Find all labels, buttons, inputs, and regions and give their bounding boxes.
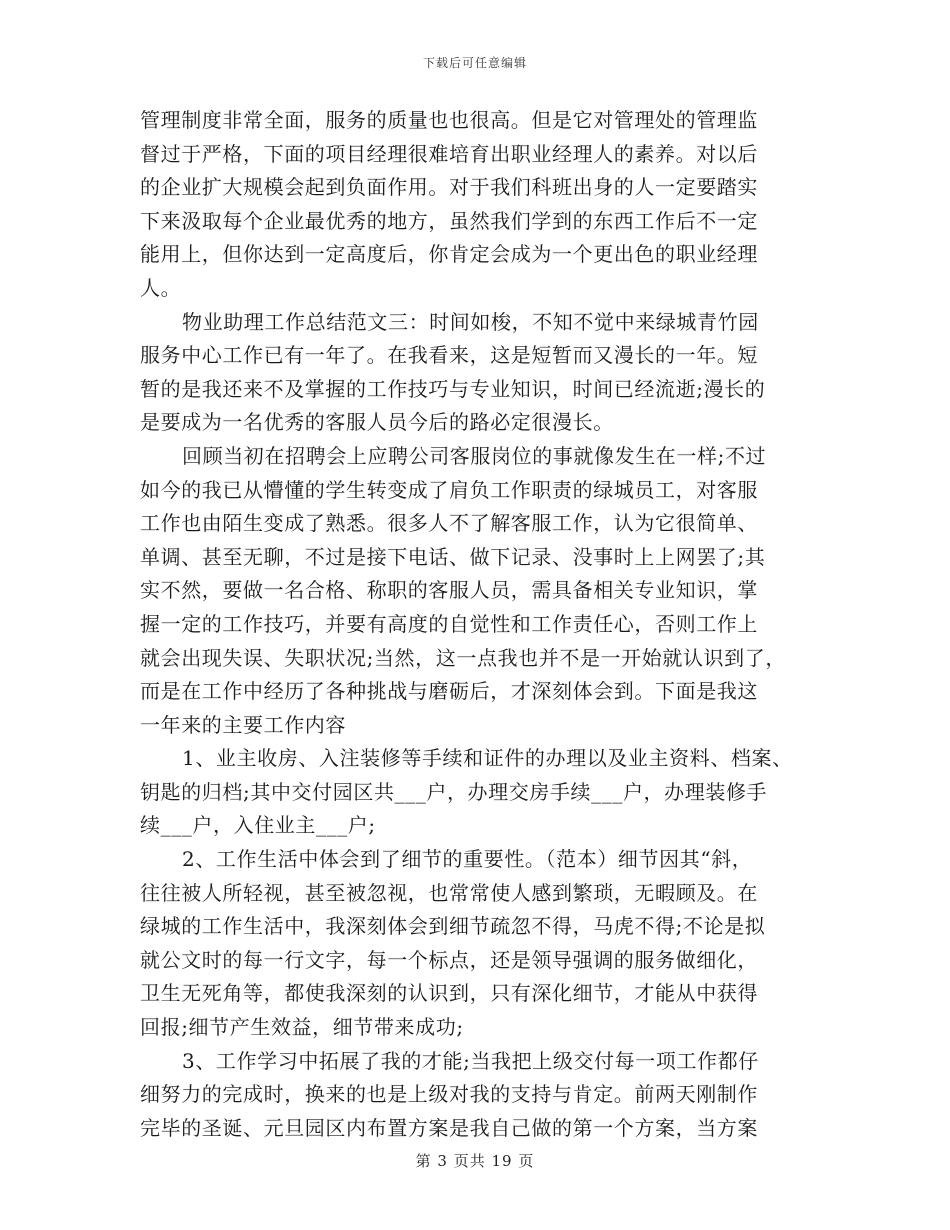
text-line: 人。 — [140, 275, 182, 300]
text-line: 物业助理工作总结范文三：时间如梭，不知不觉中来绿城青竹园 — [182, 309, 759, 334]
text-line: 而是在工作中经历了各种挑战与磨砺后，才深刻体会到。下面是我这 — [140, 679, 758, 704]
text-line: 细努力的完成时，换来的也是上级对我的支持与肯定。前两天刚制作 — [140, 1082, 758, 1107]
text-line: 单调、甚至无聊，不过是接下电话、做下记录、没事时上上网罢了;其 — [140, 544, 766, 569]
text-line: 2、工作生活中体会到了细节的重要性。（范本）细节因其“斜， — [182, 847, 753, 872]
text-line: 卫生无死角等，都使我深刻的认识到，只有深化细节，才能从中获得 — [140, 981, 758, 1006]
document-body — [140, 104, 812, 1145]
text-line: 续___户，入住业主___户; — [140, 813, 376, 838]
text-line: 完毕的圣诞、元旦园区内布置方案是我自己做的第一个方案，当方案 — [140, 1115, 758, 1140]
text-line: 回报;细节产生效益，细节带来成功; — [140, 1015, 464, 1040]
text-line: 服务中心工作已有一年了。在我看来，这是短暂而又漫长的一年。短 — [140, 343, 758, 368]
text-line: 暂的是我还来不及掌握的工作技巧与专业知识，时间已经流逝;漫长的 — [140, 376, 766, 401]
text-line: 如今的我已从懵懂的学生转变成了肩负工作职责的绿城员工，对客服 — [140, 477, 758, 502]
page-header: 下载后可任意编辑 — [422, 56, 527, 70]
text-line: 1、业主收房、入注装修等手续和证件的办理以及业主资料、档案、 — [182, 746, 793, 771]
text-line: 绿城的工作生活中，我深刻体会到细节疏忽不得，马虎不得;不论是拟 — [140, 914, 766, 939]
text-line: 往往被人所轻视，甚至被忽视，也常常使人感到繁琐，无暇顾及。在 — [140, 880, 758, 905]
text-line: 的企业扩大规模会起到负面作用。对于我们科班出身的人一定要踏实 — [140, 175, 758, 200]
text-line: 就公文时的每一行文字，每一个标点，还是领导强调的服务做细化， — [140, 947, 758, 972]
text-line: 是要成为一名优秀的客服人员今后的路必定很漫长。 — [140, 410, 614, 435]
text-line: 工作也由陌生变成了熟悉。很多人不了解客服工作，认为它很简单、 — [140, 511, 758, 536]
text-line: 督过于严格，下面的项目经理很难培育出职业经理人的素养。对以后 — [140, 141, 758, 166]
text-line: 钥匙的归档;其中交付园区共___户，办理交房手续___户，办理装修手 — [140, 779, 768, 804]
text-line: 回顾当初在招聘会上应聘公司客服岗位的事就像发生在一样;不过 — [182, 443, 767, 468]
text-line: 握一定的工作技巧，并要有高度的自觉性和工作责任心，否则工作上 — [140, 611, 758, 636]
text-line: 就会出现失误、失职状况;当然，这一点我也并不是一开始就认识到了， — [140, 645, 786, 670]
text-line: 一年来的主要工作内容 — [140, 712, 346, 737]
text-line: 实不然，要做一名合格、称职的客服人员，需具备相关专业知识，掌 — [140, 578, 758, 603]
text-line: 管理制度非常全面，服务的质量也也很高。但是它对管理处的管理监 — [140, 108, 758, 132]
text-line: 下来汲取每个企业最优秀的地方，虽然我们学到的东西工作后不一定 — [140, 208, 758, 233]
text-line: 3、工作学习中拓展了我的才能;当我把上级交付每一项工作都仔 — [182, 1048, 759, 1073]
page-footer: 第 3 页共 19 页 — [415, 1152, 535, 1170]
text-line: 能用上，但你达到一定高度后，你肯定会成为一个更出色的职业经理 — [140, 242, 758, 267]
